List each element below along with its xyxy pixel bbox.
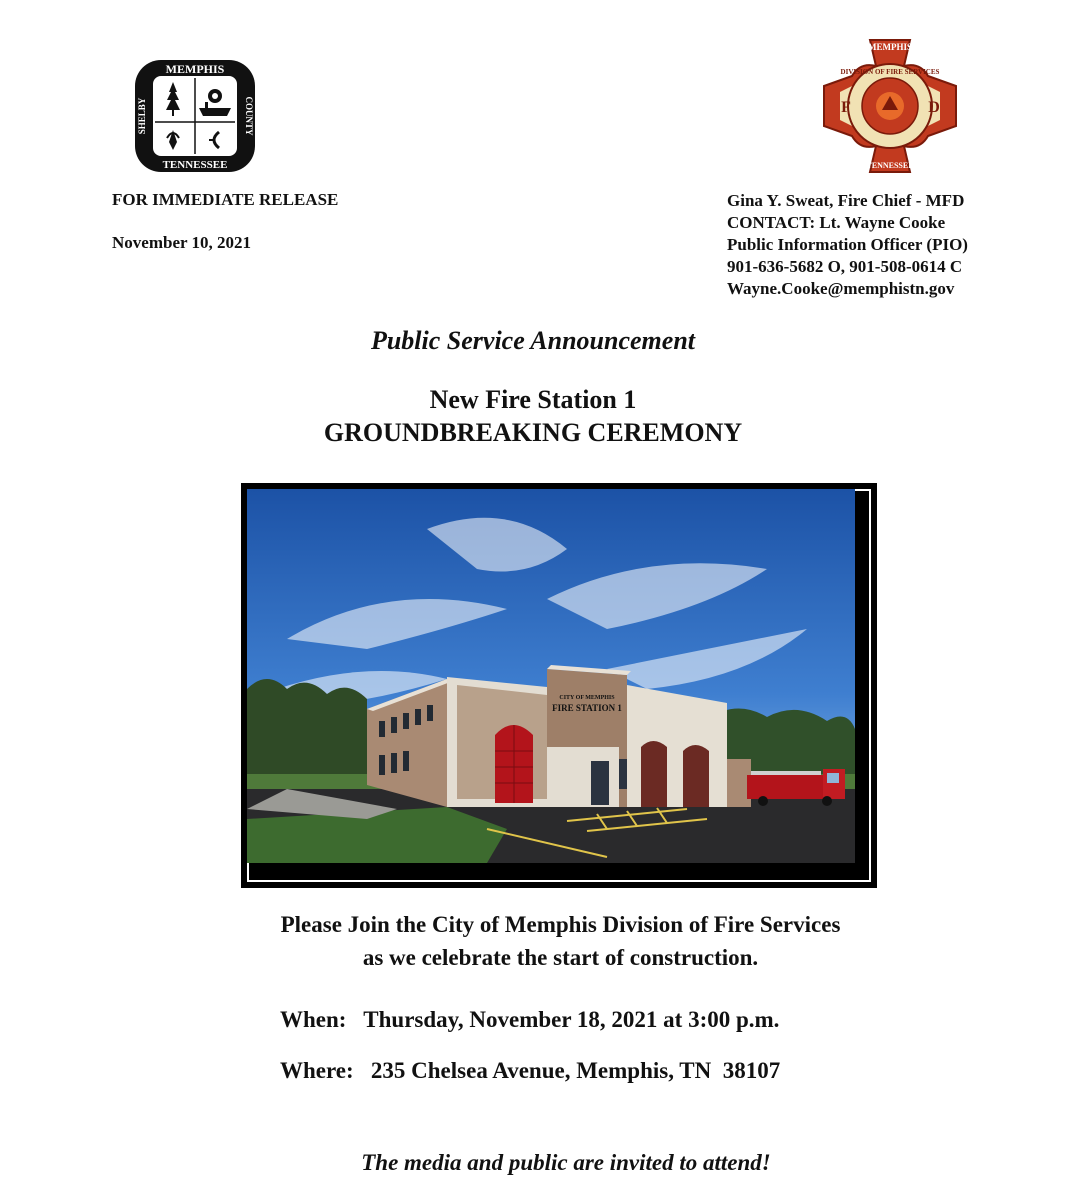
station-sign-line-2: FIRE STATION 1 bbox=[552, 703, 622, 713]
station-sign-line-1: CITY OF MEMPHIS bbox=[559, 695, 615, 701]
fire-station-rendering bbox=[247, 489, 855, 863]
badge-letter-f: F bbox=[841, 99, 851, 116]
badge-bottom-text: TENNESSEE bbox=[866, 161, 914, 170]
contact-block bbox=[727, 190, 968, 300]
seal-left-text: SHELBY bbox=[137, 97, 147, 135]
badge-top-text: MEMPHIS bbox=[868, 42, 912, 52]
title-line-1: New Fire Station 1 bbox=[429, 385, 637, 414]
contact-line: CONTACT: Lt. Wayne Cooke bbox=[727, 213, 946, 232]
title-line-2: GROUNDBREAKING CEREMONY bbox=[323, 418, 743, 447]
rendering-frame bbox=[241, 483, 877, 888]
release-date: November 10, 2021 bbox=[112, 233, 251, 252]
seal-right-text: COUNTY bbox=[244, 96, 254, 136]
contact-line: 901-636-5682 O, 901-508-0614 C bbox=[727, 257, 963, 276]
memphis-fire-services-badge bbox=[820, 36, 960, 176]
seal-bottom-text: TENNESSEE bbox=[162, 159, 228, 171]
announcement-type: Public Service Announcement bbox=[370, 326, 696, 355]
contact-email: Wayne.Cooke@memphistn.gov bbox=[727, 279, 955, 298]
closing-invitation: The media and public are invited to attend! bbox=[361, 1150, 771, 1175]
event-when: When: Thursday, November 18, 2021 at 3:00 p.m. bbox=[280, 1007, 780, 1032]
invitation-line-1: Please Join the City of Memphis Division of Fire Services bbox=[280, 912, 841, 937]
invitation-line-2: as we celebrate the start of construction. bbox=[362, 945, 759, 970]
seal-top-text: MEMPHIS bbox=[165, 62, 225, 76]
badge-letter-d: D bbox=[928, 99, 940, 116]
badge-ring-text: DIVISION OF FIRE SERVICES bbox=[840, 68, 940, 76]
event-where: Where: 235 Chelsea Avenue, Memphis, TN 38107 bbox=[280, 1058, 781, 1083]
release-label: FOR IMMEDIATE RELEASE bbox=[112, 190, 339, 209]
contact-line: Gina Y. Sweat, Fire Chief - MFD bbox=[727, 191, 965, 210]
memphis-shelby-county-seal bbox=[133, 58, 257, 174]
contact-line: Public Information Officer (PIO) bbox=[727, 235, 968, 254]
